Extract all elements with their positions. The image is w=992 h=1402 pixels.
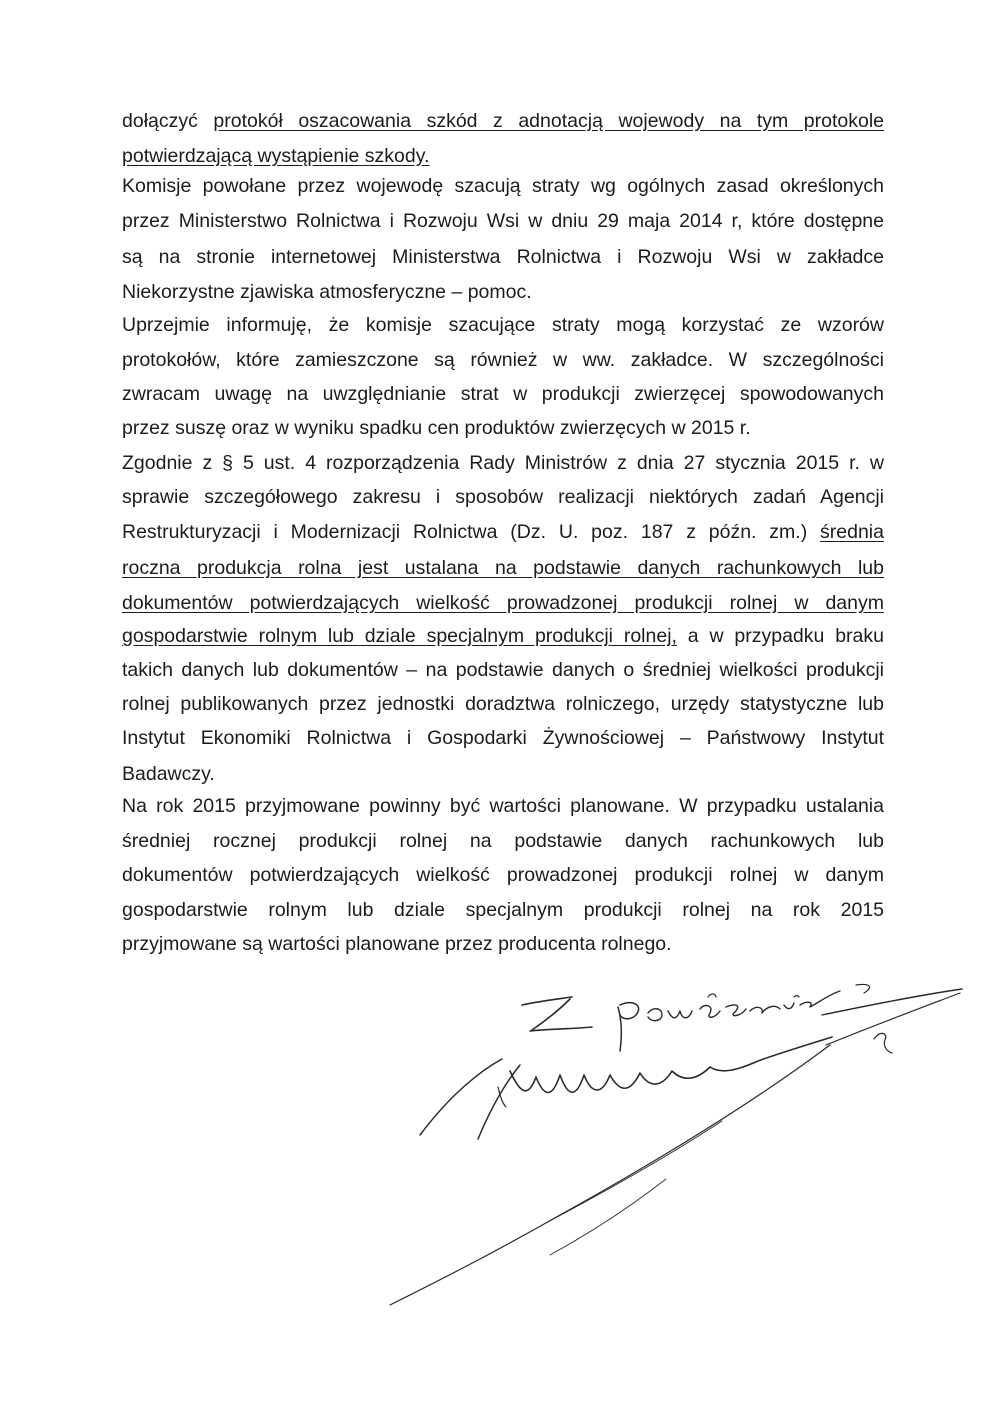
text-segment: a w przypadku braku: [676, 625, 884, 647]
text-line-12: sprawie szczegółowego zakresu i sposobów realizacji niektórych zadań Agencji: [122, 486, 884, 508]
text-segment: dołączyć: [122, 110, 214, 132]
underlined-text: protokół oszacowania szkód z adnotacją wojewody na tym protokole: [213, 110, 884, 132]
text-line-17: takich danych lub dokumentów – na podstawie danych o średniej wielkości produkcji: [122, 659, 884, 681]
text-line-19: Instytut Ekonomiki Rolnictwa i Gospodarki Żywnościowej – Państwowy Instytut: [122, 727, 884, 749]
text-line-10: przez suszę oraz w wyniku spadku cen produktów zwierzęcych w 2015 r.: [122, 417, 751, 439]
text-line-22: średniej rocznej produkcji rolnej na podstawie danych rachunkowych lub: [122, 830, 884, 852]
handwritten-signature: [370, 975, 970, 1315]
text-line-4: przez Ministerstwo Rolnictwa i Rozwoju Wsi w dniu 29 maja 2014 r, które dostępne: [122, 210, 884, 232]
text-line-13: [122, 520, 884, 544]
text-line-3: Komisje powołane przez wojewodę szacują straty wg ogólnych zasad określonych: [122, 175, 884, 197]
text-line-14: roczna produkcja rolna jest ustalana na podstawie danych rachunkowych lub: [122, 557, 884, 579]
text-line-2: [122, 144, 884, 168]
text-line-7: Uprzejmie informuję, że komisje szacujące straty mogą korzystać ze wzorów: [122, 314, 884, 336]
text-line-6: Niekorzystne zjawiska atmosferyczne – pomoc.: [122, 281, 532, 303]
text-line-25: przyjmowane są wartości planowane przez producenta rolnego.: [122, 933, 672, 955]
underlined-text: gospodarstwie rolnym lub dziale specjalnym produkcji rolnej,: [122, 625, 677, 647]
underlined-text: średnia: [820, 521, 884, 543]
text-line-16: [122, 624, 884, 648]
text-line-24: gospodarstwie rolnym lub dziale specjalnym produkcji rolnej na rok 2015: [122, 899, 884, 921]
text-line-1: [122, 109, 884, 133]
text-line-11: Zgodnie z § 5 ust. 4 rozporządzenia Rady Ministrów z dnia 27 stycznia 2015 r. w: [122, 452, 884, 474]
text-line-9: zwracam uwagę na uwzględnianie strat w produkcji zwierzęcej spowodowanych: [122, 383, 884, 405]
text-line-21: Na rok 2015 przyjmowane powinny być wartości planowane. W przypadku ustalania: [122, 795, 884, 817]
text-line-18: rolnej publikowanych przez jednostki doradztwa rolniczego, urzędy statystyczne lub: [122, 693, 884, 715]
text-line-20: Badawczy.: [122, 763, 215, 785]
text-line-15: dokumentów potwierdzających wielkość prowadzonej produkcji rolnej w danym: [122, 592, 884, 614]
text-line-8: protokołów, które zamieszczone są również w ww. zakładce. W szczególności: [122, 349, 884, 371]
text-line-23: dokumentów potwierdzających wielkość prowadzonej produkcji rolnej w danym: [122, 864, 884, 886]
underlined-text: potwierdzającą wystąpienie szkody.: [122, 145, 430, 167]
text-segment: Restrukturyzacji i Modernizacji Rolnictwa (Dz. U. poz. 187 z późn. zm.): [122, 521, 821, 543]
text-line-5: są na stronie internetowej Ministerstwa Rolnictwa i Rozwoju Wsi w zakładce: [122, 246, 884, 268]
